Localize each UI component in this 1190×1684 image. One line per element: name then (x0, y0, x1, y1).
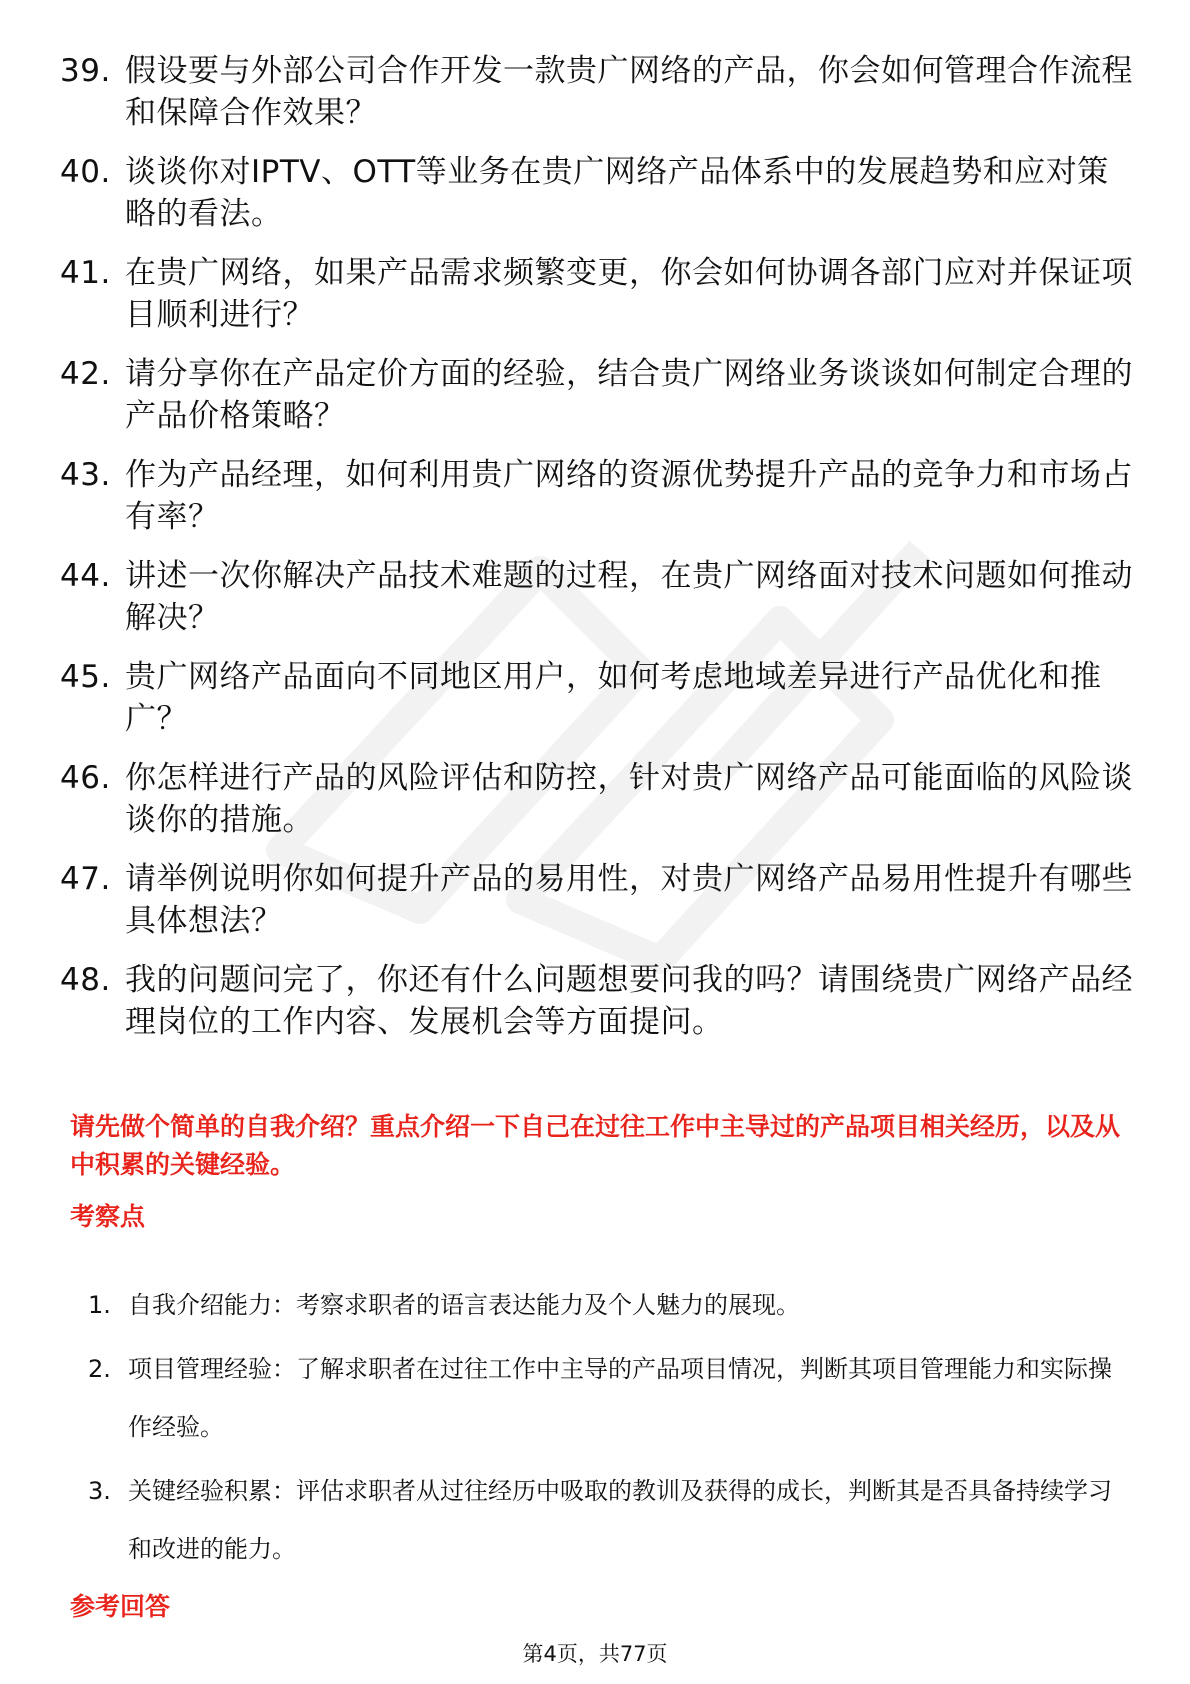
question-text: 谈谈你对IPTV、OTT等业务在贵广网络产品体系中的发展趋势和应对策略的看法。 (125, 154, 1109, 232)
question-item (60, 757, 1140, 841)
answer-section-title: 参考回答 (70, 1592, 171, 1621)
focus-point-text: 关键经验积累：评估求职者从过往经历中吸取的教训及获得的成长，判断其是否具备持续学习和改进的能力。 (128, 1477, 1112, 1563)
question-item (60, 656, 1140, 740)
question-item (60, 959, 1140, 1043)
question-number: 47. (60, 861, 111, 897)
question-number: 39. (60, 53, 111, 89)
question-number: 46. (60, 760, 111, 796)
focus-point-number: 3. (88, 1477, 111, 1505)
question-text: 贵广网络产品面向不同地区用户，如何考虑地域差异进行产品优化和推广？ (125, 659, 1102, 737)
focus-point-list (88, 1276, 1128, 1584)
question-text: 请分享你在产品定价方面的经验，结合贵广网络业务谈谈如何制定合理的产品价格策略？ (125, 356, 1133, 434)
focus-section-title: 考察点 (70, 1202, 146, 1231)
question-number: 42. (60, 356, 111, 392)
question-number: 41. (60, 255, 111, 291)
question-text: 在贵广网络，如果产品需求频繁变更，你会如何协调各部门应对并保证项目顺利进行？ (125, 255, 1133, 333)
question-text: 请举例说明你如何提升产品的易用性，对贵广网络产品易用性提升有哪些具体想法？ (125, 861, 1133, 939)
question-text: 假设要与外部公司合作开发一款贵广网络的产品，你会如何管理合作流程和保障合作效果？ (125, 53, 1133, 131)
question-item (60, 454, 1140, 538)
question-text: 你怎样进行产品的风险评估和防控，针对贵广网络产品可能面临的风险谈谈你的措施。 (125, 760, 1133, 838)
focus-point-number: 1. (88, 1291, 111, 1319)
focus-point-item (88, 1340, 1128, 1456)
question-text: 讲述一次你解决产品技术难题的过程，在贵广网络面对技术问题如何推动解决？ (125, 558, 1133, 636)
question-text: 我的问题问完了，你还有什么问题想要问我的吗？请围绕贵广网络产品经理岗位的工作内容、发展机会等方面提问。 (125, 962, 1133, 1040)
page-footer: 第4页，共77页 (522, 1642, 668, 1666)
focus-point-item (88, 1276, 1128, 1334)
question-item (60, 50, 1140, 134)
question-list (60, 50, 1140, 1060)
question-number: 43. (60, 457, 111, 493)
question-item (60, 858, 1140, 942)
question-item (60, 151, 1140, 235)
focus-point-text: 项目管理经验：了解求职者在过往工作中主导的产品项目情况，判断其项目管理能力和实际操作经验。 (128, 1355, 1112, 1441)
question-number: 48. (60, 962, 111, 998)
question-item (60, 252, 1140, 336)
question-number: 45. (60, 659, 111, 695)
question-text: 作为产品经理，如何利用贵广网络的资源优势提升产品的竞争力和市场占有率？ (125, 457, 1133, 535)
focus-point-item (88, 1462, 1128, 1578)
question-number: 40. (60, 154, 111, 190)
focus-point-text: 自我介绍能力：考察求职者的语言表达能力及个人魅力的展现。 (128, 1291, 800, 1319)
highlight-question: 请先做个简单的自我介绍？重点介绍一下自己在过往工作中主导过的产品项目相关经历，以及从中积累的关键经验。 (70, 1112, 1121, 1179)
question-item (60, 353, 1140, 437)
question-item (60, 555, 1140, 639)
question-number: 44. (60, 558, 111, 594)
focus-point-number: 2. (88, 1355, 111, 1383)
